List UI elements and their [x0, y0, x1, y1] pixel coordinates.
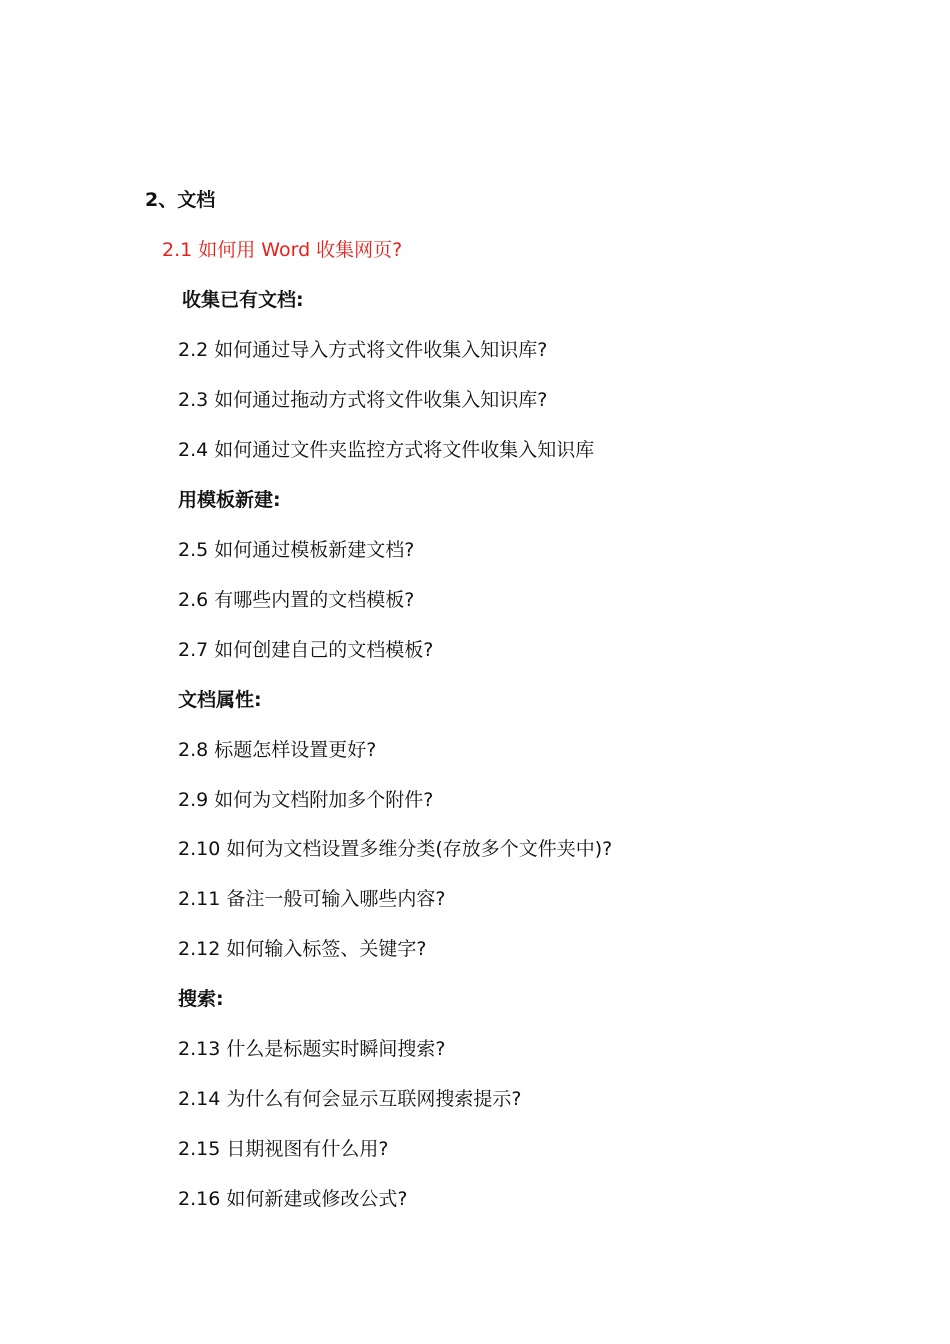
- item-2-7: 2.7 如何创建自己的文档模板?: [178, 639, 434, 661]
- item-2-1-highlighted: 2.1 如何用 Word 收集网页?: [162, 239, 403, 261]
- item-2-14: 2.14 为什么有何会显示互联网搜索提示?: [178, 1088, 522, 1110]
- item-2-13: 2.13 什么是标题实时瞬间搜索?: [178, 1038, 446, 1060]
- item-2-8: 2.8 标题怎样设置更好?: [178, 739, 377, 761]
- subheading-document-properties: 文档属性:: [178, 689, 262, 711]
- subheading-collect-existing: 收集已有文档:: [182, 289, 304, 311]
- item-2-11: 2.11 备注一般可输入哪些内容?: [178, 888, 446, 910]
- item-2-15: 2.15 日期视图有什么用?: [178, 1138, 389, 1160]
- item-2-3: 2.3 如何通过拖动方式将文件收集入知识库?: [178, 389, 548, 411]
- item-2-9: 2.9 如何为文档附加多个附件?: [178, 789, 434, 811]
- subheading-search: 搜索:: [178, 988, 224, 1010]
- item-2-6: 2.6 有哪些内置的文档模板?: [178, 589, 415, 611]
- item-2-16: 2.16 如何新建或修改公式?: [178, 1188, 408, 1210]
- item-2-12: 2.12 如何输入标签、关键字?: [178, 938, 427, 960]
- section-title: 2、文档: [145, 189, 216, 211]
- item-2-2: 2.2 如何通过导入方式将文件收集入知识库?: [178, 339, 548, 361]
- item-2-10: 2.10 如何为文档设置多维分类(存放多个文件夹中)?: [178, 838, 613, 860]
- subheading-template-new: 用模板新建:: [178, 489, 281, 511]
- item-2-4: 2.4 如何通过文件夹监控方式将文件收集入知识库: [178, 439, 595, 461]
- item-2-5: 2.5 如何通过模板新建文档?: [178, 539, 415, 561]
